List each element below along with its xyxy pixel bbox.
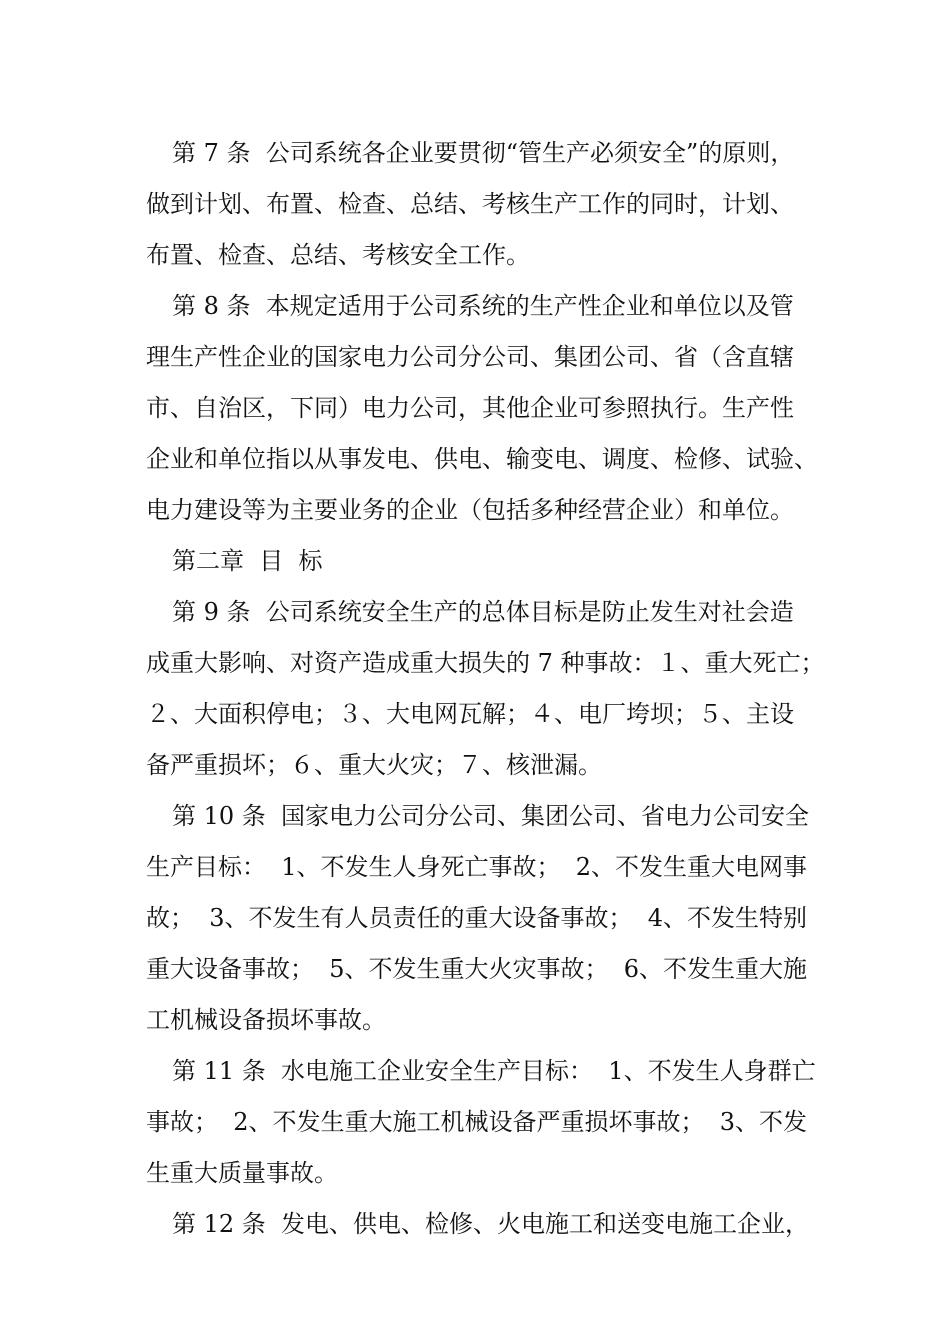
text-line: 第 11 条 水电施工企业安全生产目标： 1、不发生人身群亡 — [172, 1057, 816, 1085]
chapter-heading: 第二章 目 标 — [172, 547, 323, 575]
text-line: 第 7 条 公司系统各企业要贯彻“管生产必须安全”的原则， — [172, 139, 795, 167]
text-line: 成重大影响、对资产造成重大损失的 7 种事故：１、重大死亡； — [146, 649, 825, 677]
article-8 — [146, 281, 858, 536]
article-12 — [146, 1199, 858, 1250]
text-line: 生重大质量事故。 — [146, 1159, 338, 1187]
text-line: 第 9 条 公司系统安全生产的总体目标是防止发生对社会造 — [172, 598, 794, 626]
text-line: 备严重损坏；６、重大火灾；７、核泄漏。 — [146, 751, 602, 779]
text-line: 做到计划、布置、检查、总结、考核生产工作的同时，计划、 — [146, 190, 794, 218]
text-line: 第 10 条 国家电力公司分公司、集团公司、省电力公司安全 — [172, 802, 810, 830]
text-line: 事故； 2、不发生重大施工机械设备严重损坏事故； 3、不发 — [146, 1108, 808, 1136]
text-line: 理生产性企业的国家电力公司分公司、集团公司、省（含直辖 — [146, 343, 794, 371]
article-9 — [146, 587, 858, 791]
text-line: 电力建设等为主要业务的企业（包括多种经营企业）和单位。 — [146, 496, 794, 524]
text-line: 市、自治区，下同）电力公司，其他企业可参照执行。生产性 — [146, 394, 794, 422]
text-line: 生产目标： 1、不发生人身死亡事故； 2、不发生重大电网事 — [146, 853, 808, 881]
text-line: 企业和单位指以从事发电、供电、输变电、调度、检修、试验、 — [146, 445, 818, 473]
document-body — [146, 128, 858, 1250]
article-10 — [146, 791, 858, 1046]
text-line: ２、大面积停电；３、大电网瓦解；４、电厂垮坝；５、主设 — [146, 700, 794, 728]
text-line: 工机械设备损坏事故。 — [146, 1006, 386, 1034]
chapter-2-heading — [146, 536, 858, 587]
text-line: 重大设备事故； 5、不发生重大火灾事故； 6、不发生重大施 — [146, 955, 808, 983]
text-line: 第 8 条 本规定适用于公司系统的生产性企业和单位以及管 — [172, 292, 794, 320]
article-11 — [146, 1046, 858, 1199]
text-line: 故； 3、不发生有人员责任的重大设备事故； 4、不发生特别 — [146, 904, 808, 932]
article-7 — [146, 128, 858, 281]
text-line: 布置、检查、总结、考核安全工作。 — [146, 241, 530, 269]
text-line: 第 12 条 发电、供电、检修、火电施工和送变电施工企业， — [172, 1210, 810, 1238]
